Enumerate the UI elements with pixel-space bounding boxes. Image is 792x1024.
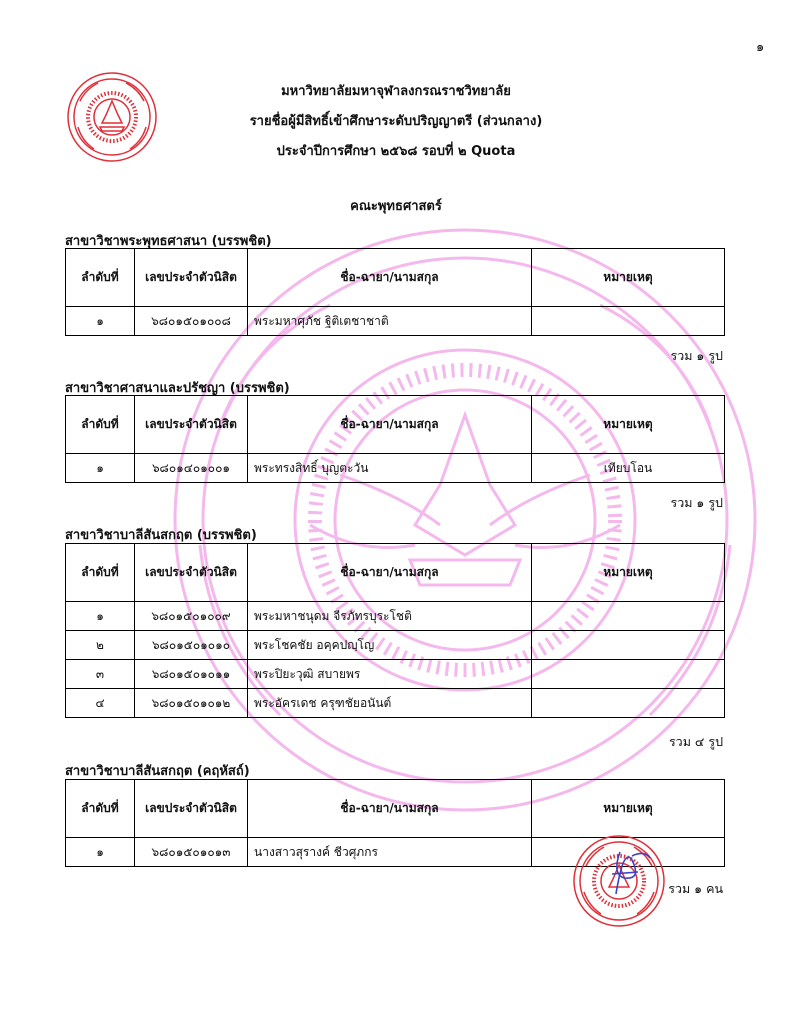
student-table <box>65 395 725 483</box>
row-no: ๑ <box>66 454 135 483</box>
column-header-no: ลำดับที่ <box>66 780 135 838</box>
row-name: พระอัครเดช ครุฑชัยอนันต์ <box>248 689 532 718</box>
section-total: รวม ๔ รูป <box>668 734 723 749</box>
column-header-no: ลำดับที่ <box>66 396 135 454</box>
row-note: เทียบโอน <box>532 454 725 483</box>
university-name: มหาวิทยาลัยมหาจุฬาลงกรณราชวิทยาลัย <box>281 84 511 99</box>
row-note <box>532 602 725 631</box>
row-name: พระทรงสิทธิ์ บุญตะวัน <box>248 454 532 483</box>
table-row <box>66 454 725 483</box>
list-title: รายชื่อผู้มีสิทธิ์เข้าศึกษาระดับปริญญาตรี (ส่วนกลาง) <box>249 114 543 129</box>
column-header-name: ชื่อ-ฉายา/นามสกุล <box>248 396 532 454</box>
row-no: ๑ <box>66 838 135 867</box>
page-number: ๑ <box>756 40 765 55</box>
row-student-id: ๖๘๐๑๕๐๑๐๐๙ <box>135 602 248 631</box>
section-total: รวม ๑ รูป <box>670 495 723 510</box>
column-header-no: ลำดับที่ <box>66 249 135 307</box>
row-note <box>532 660 725 689</box>
row-name: พระปิยะวุฒิ สบายพร <box>248 660 532 689</box>
row-no: ๓ <box>66 660 135 689</box>
student-table <box>65 543 725 718</box>
academic-year-round: ประจำปีการศึกษา ๒๕๖๘ รอบที่ ๒ Quota <box>276 144 516 159</box>
row-note <box>532 689 725 718</box>
column-header-student-id: เลขประจำตัวนิสิต <box>135 396 248 454</box>
column-header-student-id: เลขประจำตัวนิสิต <box>135 249 248 307</box>
column-header-no: ลำดับที่ <box>66 544 135 602</box>
table-header-row <box>66 249 725 307</box>
row-student-id: ๖๘๐๑๔๐๑๐๐๑ <box>135 454 248 483</box>
table-row <box>66 602 725 631</box>
row-student-id: ๖๘๐๑๕๐๑๐๑๑ <box>135 660 248 689</box>
column-header-note: หมายเหตุ <box>532 780 725 838</box>
official-stamp-icon <box>572 834 666 928</box>
section-title: สาขาวิชาศาสนาและปรัชญา (บรรพชิต) <box>65 381 290 396</box>
section-title: สาขาวิชาพระพุทธศาสนา (บรรพชิต) <box>65 234 272 249</box>
column-header-student-id: เลขประจำตัวนิสิต <box>135 780 248 838</box>
table-header-row <box>66 544 725 602</box>
column-header-name: ชื่อ-ฉายา/นามสกุล <box>248 249 532 307</box>
column-header-name: ชื่อ-ฉายา/นามสกุล <box>248 780 532 838</box>
row-name: พระมหาศุภัช ฐิติเตชาชาติ <box>248 307 532 336</box>
table-row <box>66 660 725 689</box>
row-student-id: ๖๘๐๑๕๐๑๐๑๓ <box>135 838 248 867</box>
table-header-row <box>66 396 725 454</box>
row-student-id: ๖๘๐๑๕๐๑๐๑๒ <box>135 689 248 718</box>
section-title: สาขาวิชาบาลีสันสกฤต (บรรพชิต) <box>65 528 257 543</box>
column-header-name: ชื่อ-ฉายา/นามสกุล <box>248 544 532 602</box>
section-total: รวม ๑ รูป <box>670 348 723 363</box>
row-no: ๒ <box>66 631 135 660</box>
column-header-note: หมายเหตุ <box>532 249 725 307</box>
column-header-student-id: เลขประจำตัวนิสิต <box>135 544 248 602</box>
column-header-note: หมายเหตุ <box>532 544 725 602</box>
row-student-id: ๖๘๐๑๕๐๑๐๐๘ <box>135 307 248 336</box>
row-name: พระโชคชัย อคฺคปญฺโญ <box>248 631 532 660</box>
row-name: พระมหาชนุดม จีรภัทรบุระโชติ <box>248 602 532 631</box>
section-total: รวม ๑ คน <box>668 881 723 896</box>
table-row <box>66 689 725 718</box>
row-no: ๔ <box>66 689 135 718</box>
student-table <box>65 248 725 336</box>
table-header-row <box>66 780 725 838</box>
table-row <box>66 307 725 336</box>
row-note <box>532 307 725 336</box>
row-no: ๑ <box>66 307 135 336</box>
section-title: สาขาวิชาบาลีสันสกฤต (คฤหัสถ์) <box>65 764 250 779</box>
faculty-title: คณะพุทธศาสตร์ <box>350 199 442 214</box>
row-note <box>532 631 725 660</box>
column-header-note: หมายเหตุ <box>532 396 725 454</box>
table-row <box>66 631 725 660</box>
row-student-id: ๖๘๐๑๕๐๑๐๑๐ <box>135 631 248 660</box>
row-no: ๑ <box>66 602 135 631</box>
row-name: นางสาวสุรางค์ ชีวศุภกร <box>248 838 532 867</box>
